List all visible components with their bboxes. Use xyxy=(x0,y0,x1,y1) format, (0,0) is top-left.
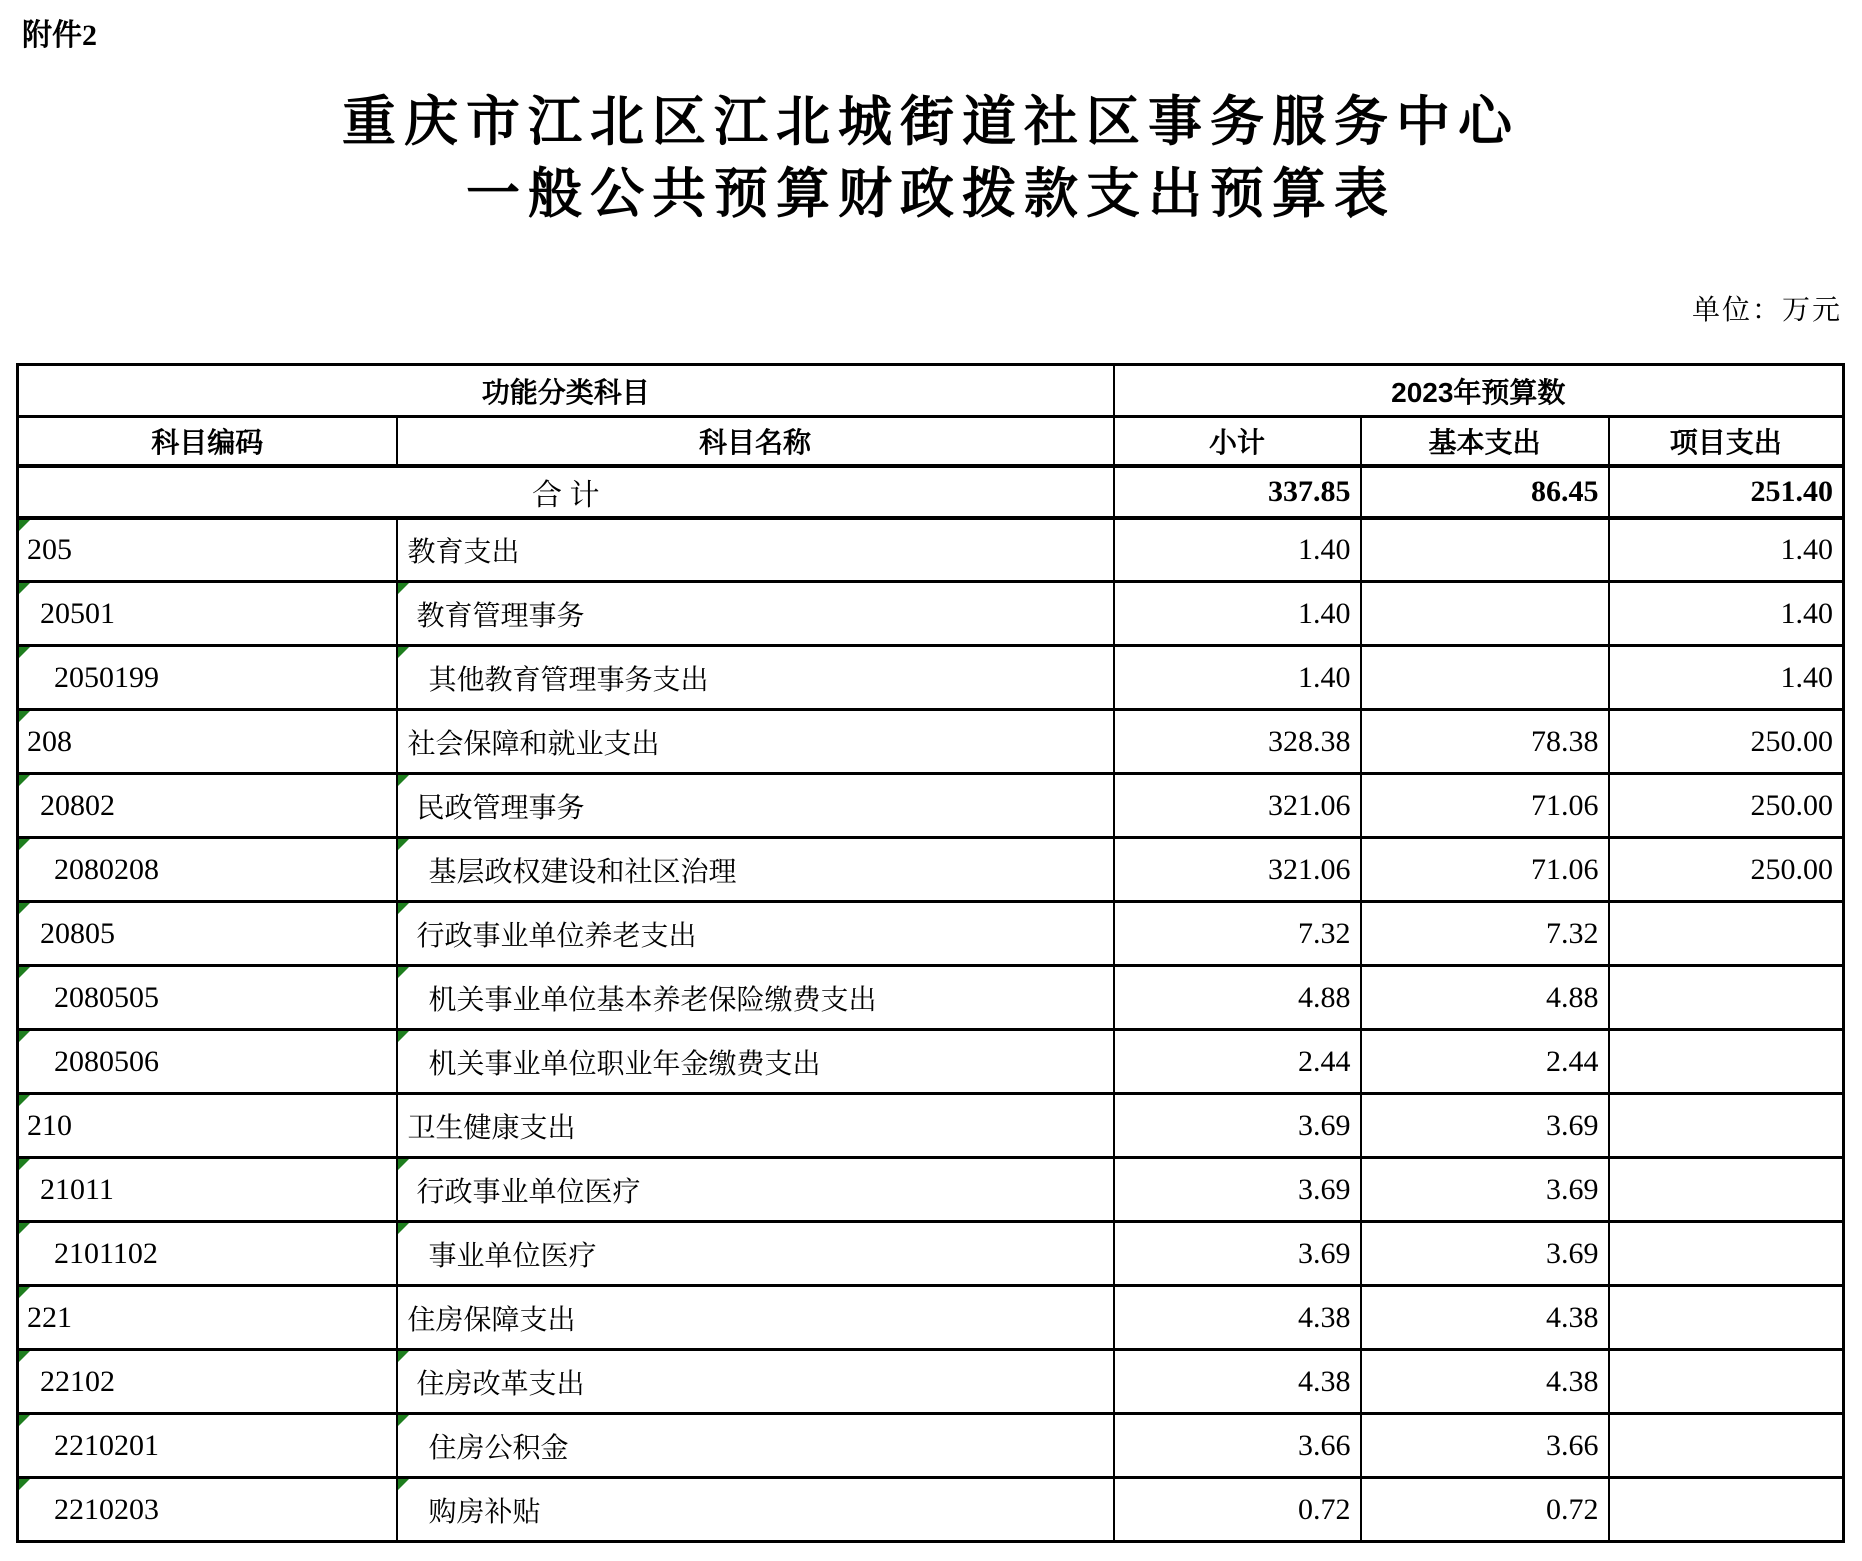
basic-expense-cell: 4.38 xyxy=(1361,1350,1609,1414)
cell-corner-indicator-icon xyxy=(398,775,409,786)
basic-expense-cell: 3.69 xyxy=(1361,1158,1609,1222)
cell-corner-indicator-icon xyxy=(398,967,409,978)
table-row xyxy=(18,1414,1844,1478)
name-cell: 民政管理事务 xyxy=(397,774,1114,838)
basic-expense-cell: 4.38 xyxy=(1361,1286,1609,1350)
project-expense-cell xyxy=(1609,1030,1844,1094)
project-expense-cell xyxy=(1609,1094,1844,1158)
name-cell: 事业单位医疗 xyxy=(397,1222,1114,1286)
project-expense-cell xyxy=(1609,1158,1844,1222)
code-cell: 2080505 xyxy=(18,966,397,1030)
code-cell: 22102 xyxy=(18,1350,397,1414)
cell-corner-indicator-icon xyxy=(19,1223,30,1234)
table-row xyxy=(18,1286,1844,1350)
header-basic-expense: 基本支出 xyxy=(1361,417,1609,466)
code-cell: 221 xyxy=(18,1286,397,1350)
header-code: 科目编码 xyxy=(18,417,397,466)
project-expense-cell xyxy=(1609,902,1844,966)
code-cell: 208 xyxy=(18,710,397,774)
project-expense-cell xyxy=(1609,1350,1844,1414)
name-cell: 购房补贴 xyxy=(397,1478,1114,1542)
cell-corner-indicator-icon xyxy=(398,1031,409,1042)
name-cell: 其他教育管理事务支出 xyxy=(397,646,1114,710)
table-row xyxy=(18,1478,1844,1542)
name-cell: 住房保障支出 xyxy=(397,1286,1114,1350)
code-cell: 2210203 xyxy=(18,1478,397,1542)
subtotal-cell: 7.32 xyxy=(1114,902,1361,966)
cell-corner-indicator-icon xyxy=(19,1287,30,1298)
code-cell: 2080208 xyxy=(18,838,397,902)
table-row xyxy=(18,710,1844,774)
code-cell: 20501 xyxy=(18,582,397,646)
cell-corner-indicator-icon xyxy=(398,647,409,658)
header-name: 科目名称 xyxy=(397,417,1114,466)
basic-expense-cell: 2.44 xyxy=(1361,1030,1609,1094)
subtotal-cell: 1.40 xyxy=(1114,518,1361,582)
table-row xyxy=(18,646,1844,710)
subtotal-cell: 321.06 xyxy=(1114,774,1361,838)
cell-corner-indicator-icon xyxy=(398,1415,409,1426)
title-line-1: 重庆市江北区江北城街道社区事务服务中心 xyxy=(342,92,1520,152)
table-row xyxy=(18,582,1844,646)
name-cell: 行政事业单位养老支出 xyxy=(397,902,1114,966)
project-expense-cell: 1.40 xyxy=(1609,518,1844,582)
subtotal-cell: 2.44 xyxy=(1114,1030,1361,1094)
subtotal-cell: 3.69 xyxy=(1114,1222,1361,1286)
subtotal-cell: 4.38 xyxy=(1114,1350,1361,1414)
header-project-expense: 项目支出 xyxy=(1609,417,1844,466)
basic-expense-cell xyxy=(1361,646,1609,710)
basic-expense-cell: 7.32 xyxy=(1361,902,1609,966)
name-cell: 机关事业单位基本养老保险缴费支出 xyxy=(397,966,1114,1030)
project-expense-cell xyxy=(1609,1478,1844,1542)
cell-corner-indicator-icon xyxy=(19,520,30,531)
code-cell: 21011 xyxy=(18,1158,397,1222)
project-expense-cell: 1.40 xyxy=(1609,646,1844,710)
basic-expense-cell: 71.06 xyxy=(1361,774,1609,838)
project-expense-cell: 250.00 xyxy=(1609,710,1844,774)
header-function-category: 功能分类科目 xyxy=(18,365,1114,417)
table-row xyxy=(18,966,1844,1030)
code-cell: 2101102 xyxy=(18,1222,397,1286)
basic-expense-cell: 3.69 xyxy=(1361,1094,1609,1158)
name-cell: 基层政权建设和社区治理 xyxy=(397,838,1114,902)
basic-expense-cell: 3.66 xyxy=(1361,1414,1609,1478)
code-cell: 2050199 xyxy=(18,646,397,710)
code-cell: 20802 xyxy=(18,774,397,838)
subtotal-cell: 3.66 xyxy=(1114,1414,1361,1478)
table-row xyxy=(18,1350,1844,1414)
cell-corner-indicator-icon xyxy=(398,583,409,594)
basic-expense-cell: 3.69 xyxy=(1361,1222,1609,1286)
subtotal-cell: 328.38 xyxy=(1114,710,1361,774)
code-cell: 20805 xyxy=(18,902,397,966)
total-label: 合 计 xyxy=(18,466,1114,518)
code-cell: 210 xyxy=(18,1094,397,1158)
header-budget-2023: 2023年预算数 xyxy=(1114,365,1844,417)
table-header-group-row xyxy=(18,365,1844,417)
total-basic: 86.45 xyxy=(1361,466,1609,518)
cell-corner-indicator-icon xyxy=(398,1223,409,1234)
table-row xyxy=(18,1094,1844,1158)
cell-corner-indicator-icon xyxy=(19,1415,30,1426)
table-row xyxy=(18,774,1844,838)
cell-corner-indicator-icon xyxy=(19,1159,30,1170)
title-line-2: 一般公共预算财政拨款支出预算表 xyxy=(466,164,1396,224)
cell-corner-indicator-icon xyxy=(19,1095,30,1106)
name-cell: 住房公积金 xyxy=(397,1414,1114,1478)
project-expense-cell xyxy=(1609,1222,1844,1286)
code-cell: 2080506 xyxy=(18,1030,397,1094)
total-project: 251.40 xyxy=(1609,466,1844,518)
cell-corner-indicator-icon xyxy=(19,839,30,850)
basic-expense-cell xyxy=(1361,582,1609,646)
subtotal-cell: 0.72 xyxy=(1114,1478,1361,1542)
cell-corner-indicator-icon xyxy=(19,583,30,594)
cell-corner-indicator-icon xyxy=(398,839,409,850)
unit-note: 单位：万元 xyxy=(1691,295,1842,326)
cell-corner-indicator-icon xyxy=(19,903,30,914)
project-expense-cell xyxy=(1609,1414,1844,1478)
name-cell: 教育支出 xyxy=(397,518,1114,582)
total-subtotal: 337.85 xyxy=(1114,466,1361,518)
cell-corner-indicator-icon xyxy=(19,967,30,978)
name-cell: 机关事业单位职业年金缴费支出 xyxy=(397,1030,1114,1094)
cell-corner-indicator-icon xyxy=(398,1479,409,1490)
table-header-columns-row xyxy=(18,417,1844,466)
cell-corner-indicator-icon xyxy=(19,647,30,658)
cell-corner-indicator-icon xyxy=(19,1031,30,1042)
basic-expense-cell: 0.72 xyxy=(1361,1478,1609,1542)
subtotal-cell: 4.38 xyxy=(1114,1286,1361,1350)
basic-expense-cell xyxy=(1361,518,1609,582)
name-cell: 社会保障和就业支出 xyxy=(397,710,1114,774)
total-row xyxy=(18,466,1844,518)
subtotal-cell: 321.06 xyxy=(1114,838,1361,902)
project-expense-cell: 250.00 xyxy=(1609,838,1844,902)
name-cell: 行政事业单位医疗 xyxy=(397,1158,1114,1222)
name-cell: 卫生健康支出 xyxy=(397,1094,1114,1158)
subtotal-cell: 4.88 xyxy=(1114,966,1361,1030)
table-row xyxy=(18,1158,1844,1222)
cell-corner-indicator-icon xyxy=(398,1159,409,1170)
subtotal-cell: 3.69 xyxy=(1114,1094,1361,1158)
document-title xyxy=(0,86,1862,230)
project-expense-cell xyxy=(1609,1286,1844,1350)
name-cell: 教育管理事务 xyxy=(397,582,1114,646)
cell-corner-indicator-icon xyxy=(19,775,30,786)
table-row xyxy=(18,902,1844,966)
name-cell: 住房改革支出 xyxy=(397,1350,1114,1414)
project-expense-cell xyxy=(1609,966,1844,1030)
basic-expense-cell: 71.06 xyxy=(1361,838,1609,902)
basic-expense-cell: 4.88 xyxy=(1361,966,1609,1030)
table-row xyxy=(18,518,1844,582)
code-cell: 205 xyxy=(18,518,397,582)
project-expense-cell: 250.00 xyxy=(1609,774,1844,838)
cell-corner-indicator-icon xyxy=(19,711,30,722)
cell-corner-indicator-icon xyxy=(19,1479,30,1490)
cell-corner-indicator-icon xyxy=(398,903,409,914)
budget-table xyxy=(16,363,1845,1543)
subtotal-cell: 1.40 xyxy=(1114,582,1361,646)
table-row xyxy=(18,1222,1844,1286)
table-row xyxy=(18,1030,1844,1094)
table-row xyxy=(18,838,1844,902)
subtotal-cell: 3.69 xyxy=(1114,1158,1361,1222)
subtotal-cell: 1.40 xyxy=(1114,646,1361,710)
code-cell: 2210201 xyxy=(18,1414,397,1478)
project-expense-cell: 1.40 xyxy=(1609,582,1844,646)
cell-corner-indicator-icon xyxy=(19,1351,30,1362)
header-subtotal: 小计 xyxy=(1114,417,1361,466)
cell-corner-indicator-icon xyxy=(398,1351,409,1362)
attachment-label: 附件2 xyxy=(22,19,97,52)
basic-expense-cell: 78.38 xyxy=(1361,710,1609,774)
